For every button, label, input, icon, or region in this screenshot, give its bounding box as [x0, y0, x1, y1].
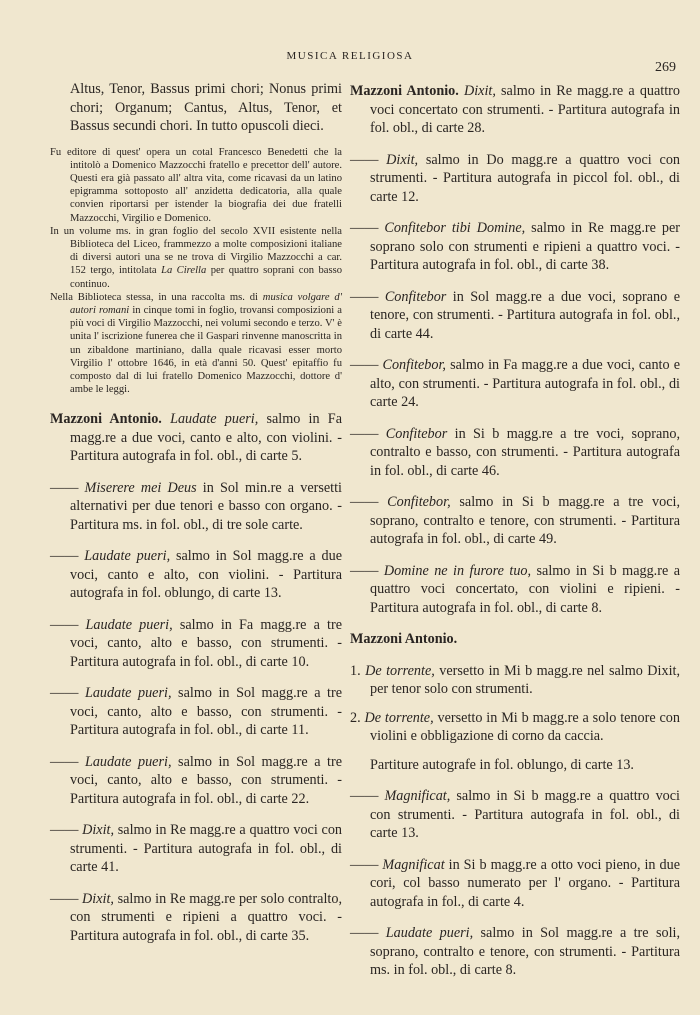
catalog-entry — [350, 662, 680, 699]
entry-description: salmo in Fa magg.re a due voci, canto e alto, con strumenti. - Partitura autografa in fol. obl., di carte 24. — [370, 357, 680, 410]
catalog-entry — [350, 356, 680, 412]
entry-lead: —— — [350, 425, 379, 442]
work-title: Miserere mei Deus — [84, 479, 197, 496]
running-title: MUSICA RELIGIOSA — [286, 50, 414, 62]
work-title: Magnificat, — [384, 788, 451, 804]
note-text: Fu editore di quest' opera un cotal Francesco Benedetti che la intitolò a Domenico Mazzocchi fratello e precettor dell' autore. Questi era già passato all' altra vita, come ricavasi da un latino epigramma sottoposto all' anzidetta dedicatoria, alla quale convien riportarsi per istender la biografia dei due fratelli Mazzocchi, Virgilio e Domenico. — [50, 146, 342, 224]
intro-paragraph: Altus, Tenor, Bassus primi chori; Nonus primi chori; Organum; Cantus, Altus, Tenor, et Bassus secundi chori. In tutto opuscoli dieci. — [70, 81, 342, 134]
entry-description: salmo in Sol magg.re a tre voci, canto, alto e basso, con strumenti. - Partitura autografa in fol. obl., di carte 11. — [70, 685, 343, 739]
work-title: Dixit, — [463, 83, 496, 99]
entry-lead: —— — [50, 616, 79, 633]
entry-description: versetto in Mi b magg.re nel salmo Dixit, per tenor solo con strumenti. — [370, 662, 680, 697]
catalog-entry — [350, 562, 680, 618]
entry-description: in Sol magg.re a due voci, soprano e tenore, con strumenti. - Partitura autografa in fol. obl., di carte 44. — [370, 288, 681, 342]
entry-lead: —— — [350, 562, 379, 579]
entry-description: salmo in Fa magg.re a due voci, canto e alto, con violini. - Partitura autografa in fol. obl., di carte 5. — [70, 411, 342, 465]
subheading: Mazzoni Antonio. — [350, 631, 458, 647]
left-entries — [50, 410, 342, 945]
right-column — [350, 82, 680, 993]
footnote — [50, 146, 342, 225]
left-column — [50, 80, 342, 958]
entry-lead: —— — [50, 685, 79, 702]
catalog-entry — [350, 856, 680, 912]
entry-description: salmo in Sol magg.re a tre voci, canto, alto e basso, con strumenti. - Partitura autografa in fol. obl., di carte 22. — [70, 753, 343, 807]
entry-description: salmo in Re magg.re per solo contralto, con strumenti e ripieni a quattro voci. - Partitura autografa in fol. obl., di carte 35. — [70, 890, 343, 944]
catalog-entry — [50, 821, 342, 877]
entry-description: salmo in Sol magg.re a due voci, canto e alto, con violini. - Partitura autografa in fol. oblungo, di carte 13. — [70, 548, 343, 602]
note-italic: musica volgare d' autori romani — [70, 291, 342, 316]
catalog-entry — [50, 410, 342, 466]
entry-description: versetto in Mi b magg.re a solo tenore con violini e obbligazione di corno da caccia. — [370, 709, 680, 744]
catalog-entry — [350, 151, 680, 207]
catalog-entry — [50, 547, 342, 603]
entry-description: salmo in Si b magg.re a tre voci, soprano, contralto e tenore, con strumenti. - Partitura autografa in fol. obl., di carte 49. — [370, 494, 680, 547]
catalog-entry — [350, 82, 680, 138]
catalog-entry — [350, 288, 680, 344]
work-title: Laudate pueri, — [85, 616, 173, 633]
catalog-entry — [50, 616, 342, 672]
work-title: Laudate pueri, — [84, 753, 172, 770]
note-text: per quattro soprani con basso continuo. — [70, 265, 343, 290]
work-title: Laudate pueri, — [170, 411, 259, 428]
entry-description: salmo in Re magg.re a quattro voci concertato con strumenti. - Partitura autografa in fol. obl., di carte 28. — [370, 83, 680, 136]
entry-description: salmo in Si b magg.re a quattro voci concertato, con violini e ripieni. - Partitura autografa in fol. obl., di carte 8. — [370, 562, 680, 616]
entry-lead: Mazzoni Antonio. — [350, 83, 459, 99]
entry-lead: —— — [350, 151, 379, 168]
entry-lead: —— — [50, 822, 79, 839]
note-text: in cinque tomi in foglio, trovansi composizioni a più voci di Virgilio Mazzocchi, nei volumi secondo e terzo. V' è unita l' iscrizione funerea che il Gaspari rinvenne manoscritta in un zibaldone martiniano, dalla quale ricavasi esser morto Virgilio l' ottobre 1646, in età d'anni 50. Quest' epitaffio fu composto dal di lui fratello Domenico Mazzocchi, dottore d' ambe le leggi. — [70, 304, 342, 396]
work-title: Confitebor — [384, 288, 447, 305]
work-title: Dixit, — [386, 151, 419, 168]
partiture-note: Partiture autografe in fol. oblungo, di carte 13. — [370, 756, 634, 773]
work-title: Confitebor tibi Domine, — [384, 220, 526, 236]
catalog-entry — [350, 219, 680, 275]
work-title: De torrente, — [365, 662, 435, 679]
entry-lead: —— — [50, 890, 79, 907]
entry-description: in Si b magg.re a tre voci, soprano, contralto e basso, con strumenti. - Partitura autografa in fol. obl., di carte 46. — [370, 425, 681, 479]
footnote — [50, 291, 342, 397]
entry-description: salmo in Do magg.re a quattro voci con strumenti. - Partitura autografa in piccol fol. obl., di carte 12. — [370, 151, 681, 205]
entry-lead: —— — [350, 288, 379, 305]
work-title: Magnificat — [382, 856, 445, 873]
entry-lead: —— — [350, 220, 379, 236]
entry-description: salmo in Re magg.re per soprano solo con strumenti e ripieni a quattro voci. - Partitura autografa in fol. obl., di carte 38. — [370, 220, 681, 273]
entry-description: salmo in Re magg.re a quattro voci con strumenti. - Partitura autografa in fol. obl., di carte 41. — [70, 822, 343, 876]
work-title: Laudate pueri, — [84, 548, 171, 565]
entry-number: 1. — [350, 662, 361, 679]
catalog-entry — [50, 479, 342, 535]
work-title: Dixit, — [82, 822, 115, 839]
entry-description: in Si b magg.re a otto voci pieno, in due cori, col basso numerato per l' organo. - Partitura autografa in fol., di carte 4. — [370, 856, 681, 910]
work-title: De torrente, — [364, 709, 434, 726]
catalog-entry — [350, 787, 680, 843]
entry-lead: —— — [350, 925, 379, 941]
entry-description: salmo in Fa magg.re a tre voci, canto, alto e basso, con strumenti. - Partitura autografa in fol. obl., di carte 10. — [70, 616, 343, 670]
catalog-entry — [350, 924, 680, 980]
entry-lead: —— — [50, 753, 79, 770]
page-number: 269 — [655, 60, 676, 75]
work-title: Confitebor, — [382, 357, 446, 373]
entry-lead: —— — [350, 357, 379, 373]
note-text: In un volume ms. in gran foglio del secolo XVII esistente nella Biblioteca del Liceo, frammezzo a molte composizioni italiane di diversi autori una se ne trova di Virgilio Mazzocchi a car. 152 tergo, intitolata — [50, 225, 342, 277]
entry-description: salmo in Si b magg.re a quattro voci con strumenti. - Partitura autografa in fol. obl., di carte 13. — [370, 788, 680, 841]
entry-number: 2. — [350, 709, 361, 726]
catalog-entry — [350, 493, 680, 549]
catalog-entry — [50, 684, 342, 740]
note-text: Nella Biblioteca stessa, in una raccolta ms. di — [50, 291, 263, 303]
entry-description: salmo in Sol magg.re a tre soli, soprano, contralto e tenore, con strumenti. - Partitura ms. in fol. obl., di carte 8. — [370, 925, 680, 978]
catalog-entry — [350, 709, 680, 746]
catalog-entry — [50, 753, 342, 809]
work-title: Domine ne in furore tuo, — [383, 562, 532, 579]
footnote — [50, 225, 342, 291]
entry-lead: —— — [50, 548, 79, 565]
work-title: Laudate pueri, — [84, 685, 172, 702]
work-title: Confitebor — [385, 425, 448, 442]
entry-lead: —— — [350, 788, 379, 804]
work-title: Confitebor, — [387, 494, 451, 510]
catalog-entry — [50, 890, 342, 946]
entry-lead: Mazzoni Antonio. — [50, 411, 162, 428]
entry-description: in Sol min.re a versetti alternativi per due tenori e basso con organo. - Partitura ms. in fol. obl., di tre sole carte. — [70, 479, 342, 533]
entry-lead: —— — [350, 494, 379, 510]
note-italic: La Cirella — [161, 265, 207, 277]
right-entries — [350, 82, 680, 617]
right-entries-2 — [350, 787, 680, 980]
entry-lead: —— — [50, 479, 79, 496]
numbered-list — [350, 662, 680, 746]
work-title: Dixit, — [82, 890, 114, 907]
catalog-entry — [350, 425, 680, 481]
notes — [50, 146, 342, 397]
work-title: Laudate pueri, — [385, 925, 474, 941]
entry-lead: —— — [350, 856, 379, 873]
